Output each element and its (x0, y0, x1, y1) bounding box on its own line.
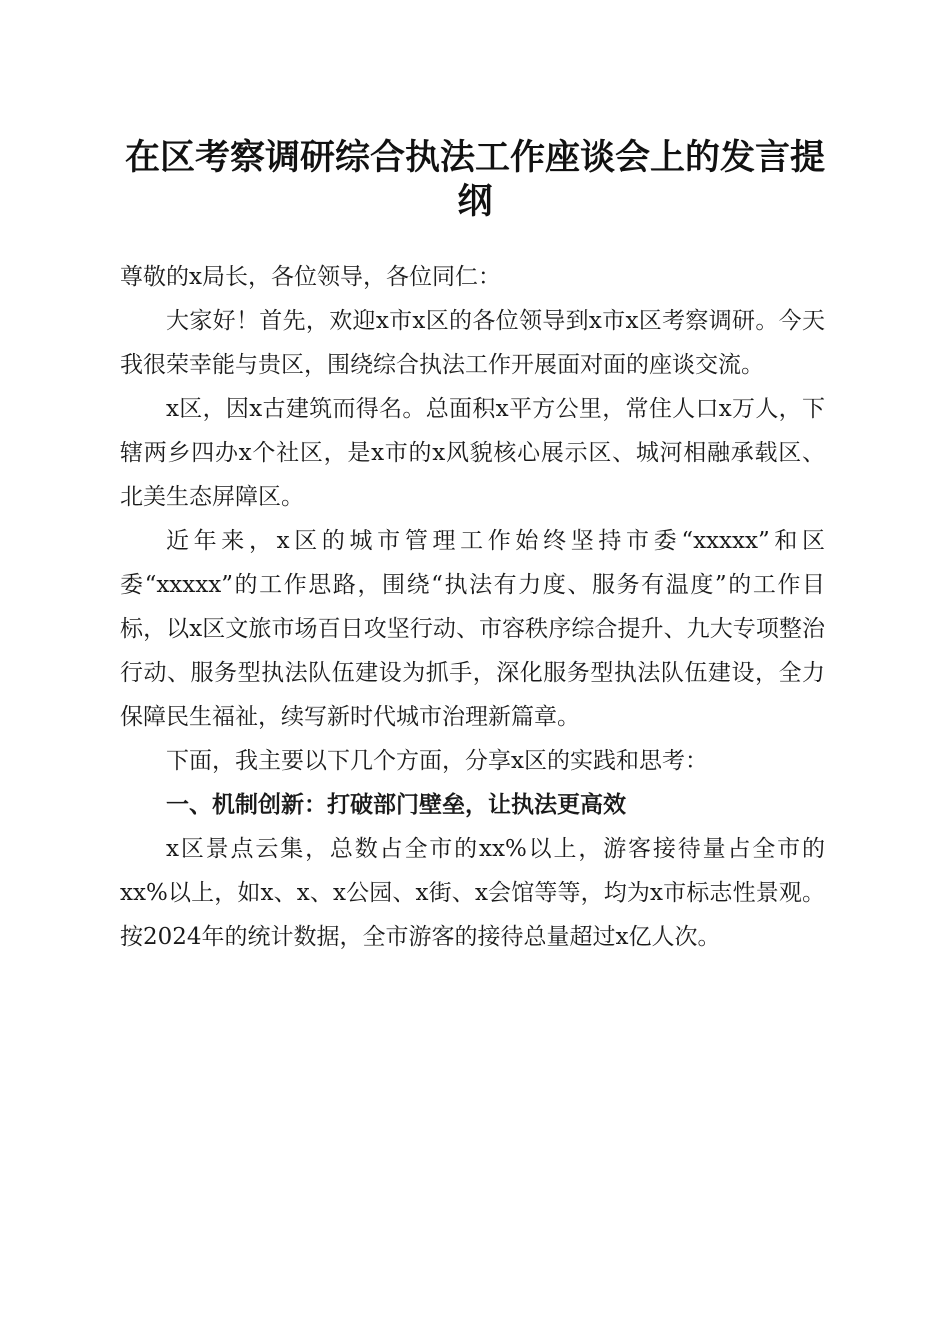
salutation: 尊敬的x局长，各位领导，各位同仁： (120, 264, 501, 290)
document-title: 在区考察调研综合执法工作座谈会上的发言提纲 (124, 137, 825, 222)
paragraph-district-profile: x区，因x古建筑而得名。总面积x平方公里，常住人口x万人，下辖两乡四办x个社区，是x市的x风貌核心展示区、城河相融承载区、北美生态屏障区。 (120, 396, 825, 510)
section-heading: 一、机制创新：打破部门壁垒，让执法更高效 (166, 792, 626, 818)
section-paragraph: x区景点云集，总数占全市的xx%以上，游客接待量占全市的xx%以上，如x、x、x公园、x街、x会馆等等，均为x市标志性景观。按2024年的统计数据，全市游客的接待总量超过x亿人次。 (120, 836, 825, 950)
document-body (120, 255, 825, 959)
paragraph-welcome: 大家好！首先，欢迎x市x区的各位领导到x市x区考察调研。今天我很荣幸能与贵区，围绕综合执法工作开展面对面的座谈交流。 (120, 308, 825, 378)
paragraph-recent-work: 近年来，x区的城市管理工作始终坚持市委“xxxxx”和区委“xxxxx”的工作思路，围绕“执法有力度、服务有温度”的工作目标，以x区文旅市场百日攻坚行动、市容秩序综合提升、九大专项整治行动、服务型执法队伍建设为抓手，深化服务型执法队伍建设，全力保障民生福祉，续写新时代城市治理新篇章。 (120, 528, 825, 730)
paragraph-outline-intro: 下面，我主要以下几个方面，分享x区的实践和思考： (166, 748, 708, 774)
